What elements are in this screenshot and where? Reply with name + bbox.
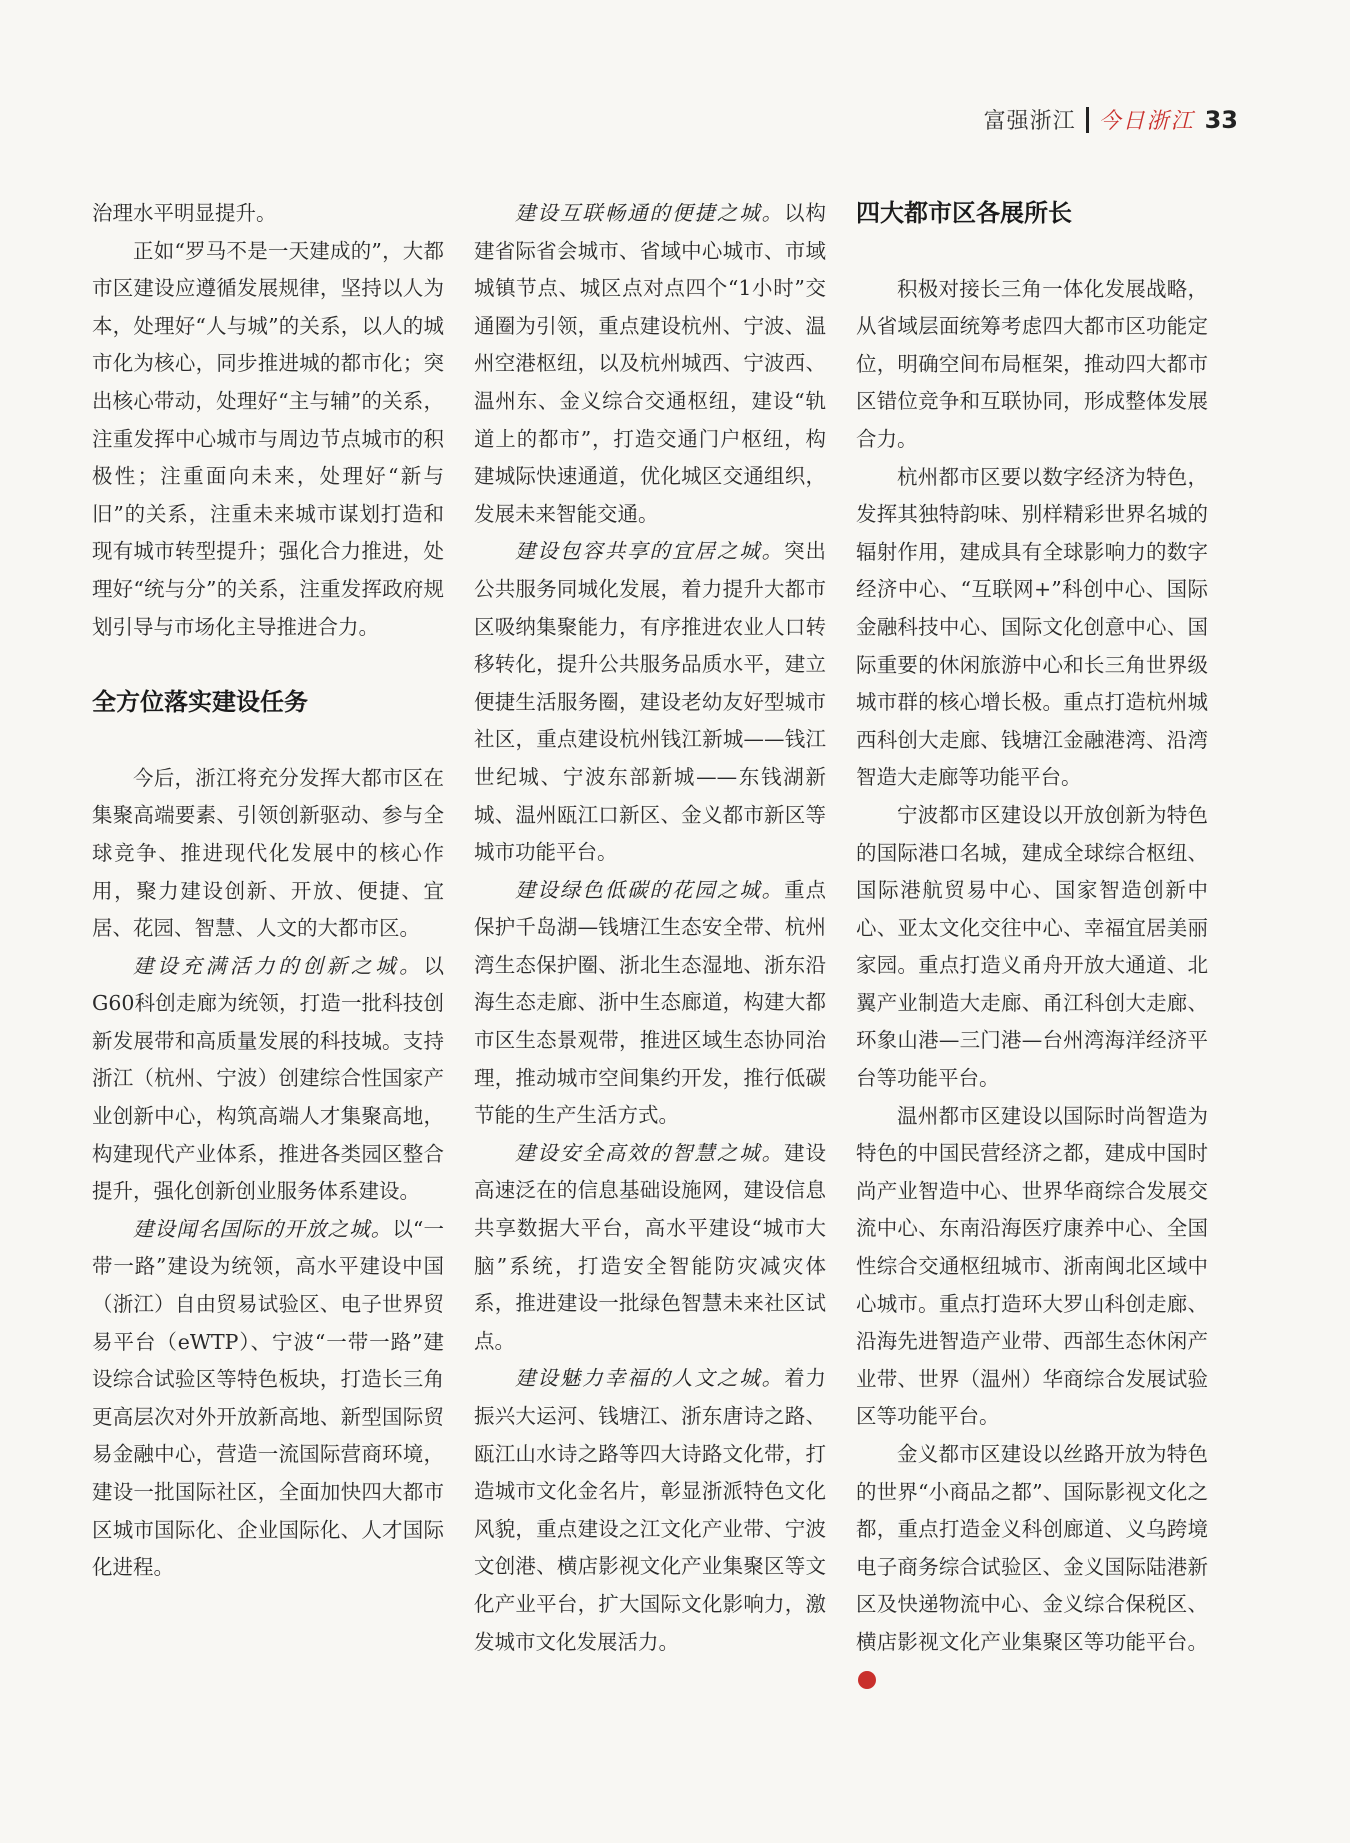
paragraph-body: 以G60科创走廊为统领，打造一批科技创新发展带和高质量发展的科技城。支持浙江（杭州、宁波）创建综合性国家产业创新中心，构筑高端人才集聚高地，构建现代产业体系，推进各类园区整合提升，强化创新创业服务体系建设。 <box>92 953 444 1204</box>
paragraph <box>474 533 826 871</box>
paragraph-lead: 建设互联畅通的便捷之城。 <box>515 201 785 225</box>
paragraph-lead: 建设闻名国际的开放之城。 <box>133 1216 393 1241</box>
page-header <box>984 104 1238 135</box>
paragraph <box>856 1436 1208 1699</box>
header-divider <box>1086 107 1089 133</box>
page-number: 33 <box>1204 105 1238 134</box>
paragraph <box>92 948 444 1211</box>
paragraph-body: 金义都市区建设以丝路开放为特色的世界“小商品之都”、国际影视文化之都，重点打造金义科创廊道、义乌跨境电子商务综合试验区、金义国际陆港新区及快递物流中心、金义综合保税区、横店影视文化产业集聚区等功能平台。 <box>856 1442 1208 1654</box>
paragraph-lead: 建设包容共享的宜居之城。 <box>515 539 785 564</box>
paragraph-body: 以构建省际省会城市、省域中心城市、市域城镇节点、城区点对点四个“1小时”交通圈为引领，重点建设杭州、宁波、温州空港枢纽，以及杭州城西、宁波西、温州东、金义综合交通枢纽，建设“轨道上的都市”，打造交通门户枢纽，构建城际快速通道，优化城区交通组织，发展未来智能交通。 <box>474 201 827 526</box>
paragraph-body: 突出公共服务同城化发展，着力提升大都市区吸纳集聚能力，有序推进农业人口转移转化，提升公共服务品质水平，建立便捷生活服务圈，建设老幼友好型城市社区，重点建设杭州钱江新城——钱江世纪城、宁波东部新城——东钱湖新城、温州瓯江口新区、金义都市新区等城市功能平台。 <box>474 539 827 865</box>
paragraph <box>474 872 826 1135</box>
paragraph: 杭州都市区要以数字经济为特色，发挥其独特韵味、别样精彩世界名城的辐射作用，建成具有全球影响力的数字经济中心、“互联网+”科创中心、国际金融科技中心、国际文化创意中心、国际重要的休闲旅游中心和长三角世界级城市群的核心增长极。重点打造杭州城西科创大走廊、钱塘江金融港湾、沿湾智造大走廊等功能平台。 <box>856 464 1208 790</box>
section-title: 四大都市区各展所长 <box>856 199 1072 227</box>
column-2 <box>474 195 826 1661</box>
paragraph <box>474 1360 826 1661</box>
column-1 <box>92 195 444 1587</box>
paragraph-body: 以“一带一路”建设为统领，高水平建设中国（浙江）自由贸易试验区、电子世界贸易平台（eWTP）、宁波“一带一路”建设综合试验区等特色板块，打造长三角更高层次对外开放新高地、新型国际贸易金融中心，营造一流国际营商环境，建设一批国际社区，全面加快四大都市区城市国际化、企业国际化、人才国际化进程。 <box>92 1216 445 1580</box>
paragraph <box>474 195 826 533</box>
end-mark-icon <box>858 1671 876 1689</box>
paragraph-lead: 建设安全高效的智慧之城。 <box>515 1140 785 1165</box>
paragraph <box>474 1135 826 1361</box>
paragraph: 宁波都市区建设以开放创新为特色的国际港口名城，建成全球综合枢纽、国际港航贸易中心、国家智造创新中心、亚太文化交往中心、幸福宜居美丽家园。重点打造义甬舟开放大通道、北翼产业制造大走廊、甬江科创大走廊、环象山港—三门港—台州湾海洋经济平台等功能平台。 <box>856 802 1208 1091</box>
paragraph <box>92 1211 444 1587</box>
paragraph-lead: 建设绿色低碳的花园之城。 <box>515 877 785 902</box>
section-title: 全方位落实建设任务 <box>92 688 308 717</box>
paragraph-body: 着力振兴大运河、钱塘江、浙东唐诗之路、瓯江山水诗之路等四大诗路文化带，打造城市文化金名片，彰显浙派特色文化风貌，重点建设之江文化产业带、宁波文创港、横店影视文化产业集聚区等文化产业平台，扩大国际文化影响力，激发城市文化发展活力。 <box>474 1366 827 1654</box>
paragraph: 今后，浙江将充分发挥大都市区在集聚高端要素、引领创新驱动、参与全球竞争、推进现代化发展中的核心作用，聚力建设创新、开放、便捷、宜居、花园、智慧、人文的大都市区。 <box>92 765 444 941</box>
column-3 <box>856 195 1208 1699</box>
magazine-logo: 今日浙江 <box>1098 109 1195 134</box>
section-name: 富强浙江 <box>983 109 1076 134</box>
paragraph-body: 重点保护千岛湖—钱塘江生态安全带、杭州湾生态保护圈、浙北生态湿地、浙东沿海生态走廊、浙中生态廊道，构建大都市区生态景观带，推进区域生态协同治理，推动城市空间集约开发，推行低碳节能的生产生活方式。 <box>474 877 827 1128</box>
paragraph-lead: 建设充满活力的创新之城。 <box>133 953 424 978</box>
paragraph: 积极对接长三角一体化发展战略，从省域层面统筹考虑四大都市区功能定位，明确空间布局框架，推动四大都市区错位竞争和互联协同，形成整体发展合力。 <box>856 276 1208 451</box>
paragraph: 正如“罗马不是一天建成的”，大都市区建设应遵循发展规律，坚持以人为本，处理好“人与城”的关系，以人的城市化为核心，同步推进城的都市化；突出核心带动，处理好“主与辅”的关系，注重发挥中心城市与周边节点城市的积极性；注重面向未来，处理好“新与旧”的关系，注重未来城市谋划打造和现有城市转型提升；强化合力推进，处理好“统与分”的关系，注重发挥政府规划引导与市场化主导推进合力。 <box>92 238 444 639</box>
paragraph-body: 建设高速泛在的信息基础设施网，建设信息共享数据大平台，高水平建设“城市大脑”系统，打造安全智能防灾减灾体系，推进建设一批绿色智慧未来社区试点。 <box>474 1140 827 1353</box>
paragraph: 治理水平明显提升。 <box>92 201 277 225</box>
paragraph: 温州都市区建设以国际时尚智造为特色的中国民营经济之都，建成中国时尚产业智造中心、世界华商综合发展交流中心、东南沿海医疗康养中心、全国性综合交通枢纽城市、浙南闽北区域中心城市。重点打造环大罗山科创走廊、沿海先进智造产业带、西部生态休闲产业带、世界（温州）华商综合发展试验区等功能平台。 <box>856 1103 1208 1429</box>
paragraph-lead: 建设魅力幸福的人文之城。 <box>515 1366 785 1391</box>
